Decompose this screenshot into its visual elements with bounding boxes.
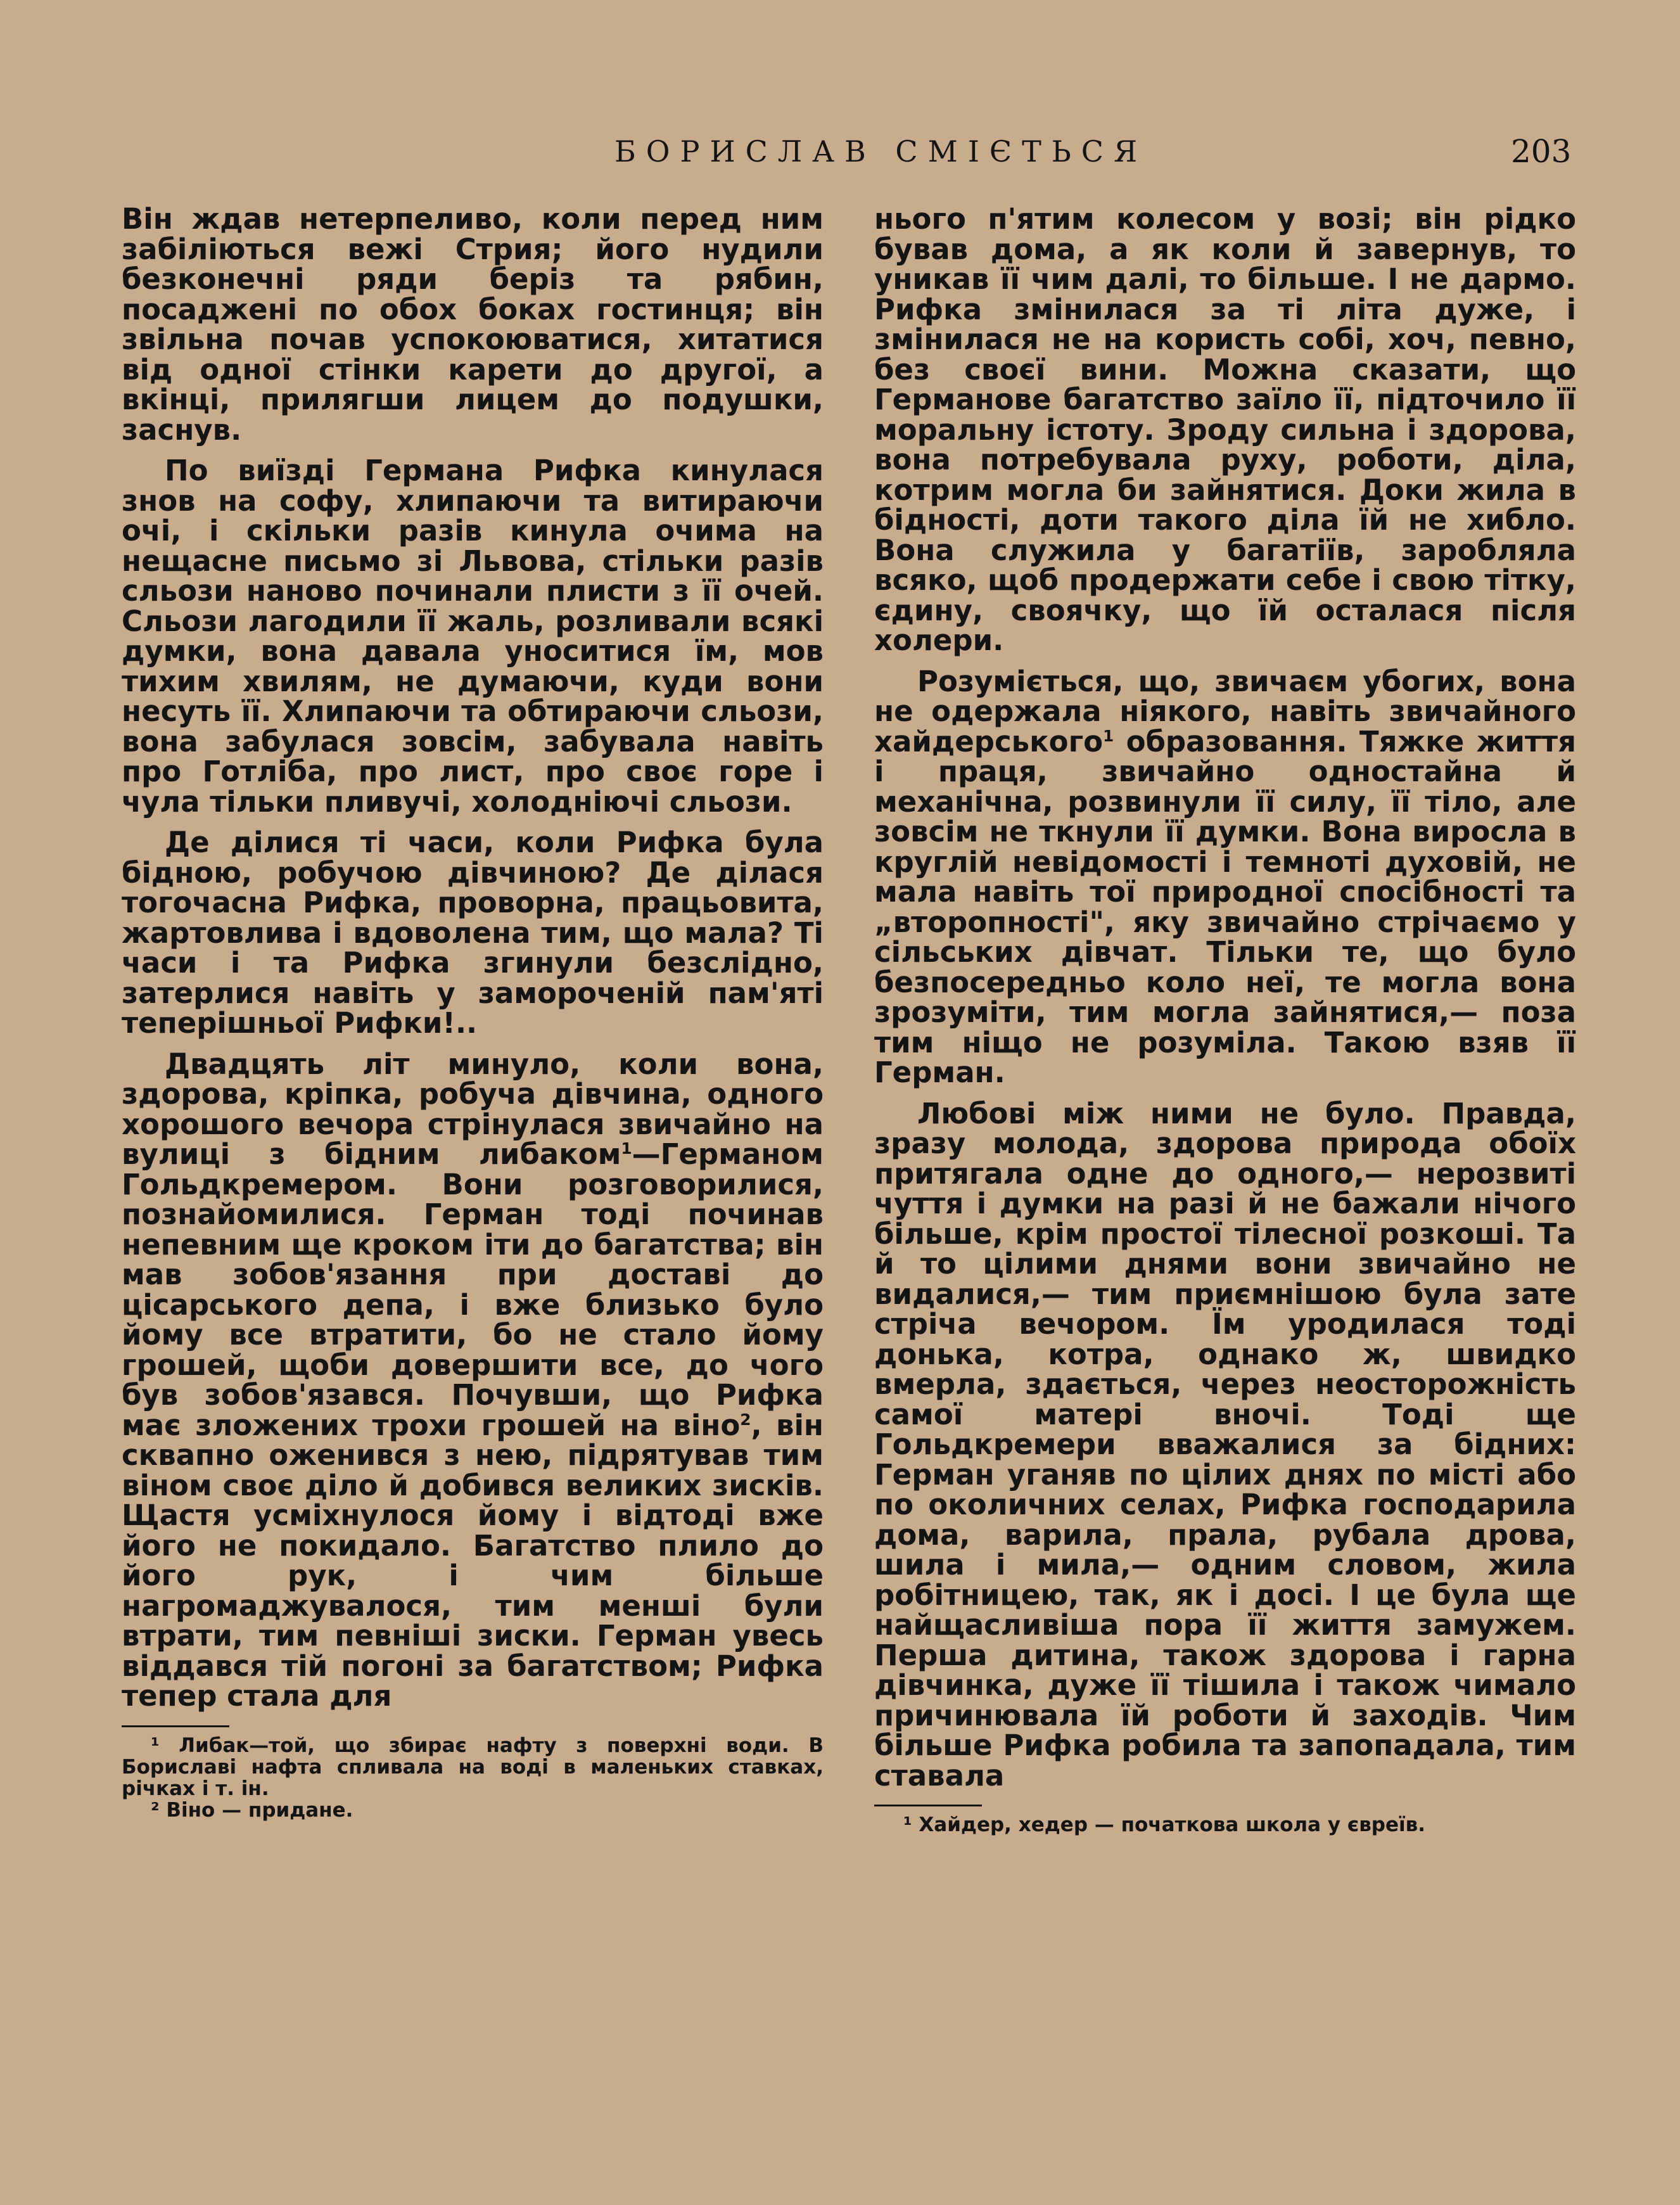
- paragraph: [874, 664, 1576, 1089]
- paragraph-text: Двадцять літ минуло, коли вона, здорова, кріпка, робуча дівчина, одного хорошого вечора стрінулася звичайно на вулиці з бідним либаком: [122, 1047, 824, 1171]
- footnote-marker: 1: [621, 1139, 632, 1158]
- paragraph: Любові між ними не було. Правда, зразу молода, здорова природа обоїх притягала одне до одного,— нерозвиті чуття і думки на разі й не бажали нічого більше, крім простої тілесної розкоші. Та й то цілими днями вони звичайно не видалися,— тим приємнішою була зате стріча вечором. Їм уродилася тоді донька, котра, однако ж, швидко вмерла, здається, через неосторожність самої матері вночі. Тоді ще Гольдкремери вважалися за бідних: Герман уганяв по цілих днях по місті або по околичних селах, Рифка господарила дома, варила, прала, рубала дрова, шила і мила,— одним словом, жила робітницею, так, як і досі. І це була ще найщасливіша пора її життя замужем. Перша дитина, також здорова і гарна дівчинка, дуже її тішила і також чимало причинювала їй роботи й заходів. Чим більше Рифка робила та запопадала, тим ставала: [874, 1096, 1576, 1793]
- running-title: БОРИСЛАВ СМІЄТЬСЯ: [614, 134, 1148, 169]
- paragraph-text: образовання. Тяжке життя і праця, звичайно одностайна й механічна, розвинули її силу, її тіло, але зовсім не ткнули її думки. Вона виросла в круглій невідомості і темноті духовій, не мала навіть тої природної спосібності та „второпності", яку звичайно стрічаємо у сільських дівчат. Тільки те, що було безпосередньо коло неї, те могла вона зрозуміти, тим могла зайнятися,— поза тим ніщо не розуміла. Такою взяв її Герман.: [874, 724, 1576, 1089]
- footnote-marker: 1: [1103, 726, 1114, 745]
- paragraph: Він ждав нетерпеливо, коли перед ним забіліються вежі Стрия; його нудили безконечні ряди беріз та рябин, посаджені по обох боках гостинця; він звільна почав успокоюватися, хитатися від одної стінки карети до другої, а вкінці, прилягши лицем до подушки, заснув.: [122, 202, 824, 447]
- paragraph-text: , він сквапно оженився з нею, підрятував тим віном своє діло й добився великих зисків. Щастя усміхнулося йому і відтоді вже його не покидало. Багатство плило до його рук, і чим більше нагромаджувалося, тим менші були втрати, тим певніші зиски. Герман увесь віддався тій погоні за багатством; Рифка тепер стала для: [122, 1408, 824, 1713]
- left-column: [122, 204, 824, 1821]
- right-column: [874, 204, 1576, 1836]
- paragraph: Де ділися ті часи, коли Рифка була бідною, робучою дівчиною? Де ділася тогочасна Рифка, проворна, працьовита, жартовлива і вдоволена тим, що мала? Ті часи і та Рифка згинули безслідно, затерлися навіть у замороченій пам'яті теперішньої Рифки!..: [122, 826, 824, 1040]
- footnote: ² Віно — придане.: [151, 1798, 353, 1822]
- footnote: ¹ Либак—той, що збирає нафту з поверхні води. В Бориславі нафта спливала на воді в маленьких ставках, річках і т. ін.: [122, 1734, 824, 1800]
- footnote: ¹ Хайдер, хедер — початкова школа у євреїв.: [903, 1813, 1426, 1836]
- page-number: 203: [1511, 133, 1572, 170]
- paragraph: По виїзді Германа Рифка кинулася знов на софу, хлипаючи та витираючи очі, і скільки разів кинула очима на нещасне письмо зі Львова, стільки разів сльози наново починали плисти з її очей. Сльози лагодили її жаль, розливали всякі думки, вона давала уноситися їм, мов тихим хвилям, не думаючи, куди вони несуть її. Хлипаючи та обтираючи сльози, вона забулася зовсім, забувала навіть про Готліба, про лист, про своє горе і чула тільки пливучі, холодніючі сльози.: [122, 454, 824, 819]
- footnote-marker: 2: [740, 1410, 751, 1429]
- paragraph: [122, 1049, 824, 1711]
- footnote-divider: [874, 1805, 982, 1806]
- page-header: [0, 133, 1680, 177]
- paragraph-text: Розуміється, що, звичаєм убогих, вона не одержала ніякого, навіть звичайного хайдерського: [874, 664, 1576, 758]
- paragraph: нього п'ятим колесом у возі; він рідко бував дома, а як коли й завернув, то уникав її чим далі, то більше. І не дармо. Рифка змінилася за ті літа дуже, і змінилася не на користь собі, хоч, певно, без своєї вини. Можна сказати, що Германове багатство заїло її, підточило її моральну істоту. Зроду сильна і здорова, вона потребувала руху, роботи, діла, котрим могла би зайнятися. Доки жила в бідності, доти такого діла їй не хибло. Вона служила у багатіїв, заробляла всяко, щоб продержати себе і свою тітку, єдину, своячку, що їй осталася після холери.: [874, 202, 1576, 657]
- footnote-divider: [122, 1725, 229, 1727]
- paragraph-text: —Германом Гольдкремером. Вони розговорилися, познайомилися. Герман тоді починав непевним ще кроком іти до багатства; він мав зобов'язання при доставі до цісарського депа, і вже близько було йому все втратити, бо не стало йому грошей, щоби довершити все, до чого був зобов'язався. Почувши, що Рифка має зложених трохи грошей на віно: [122, 1137, 824, 1442]
